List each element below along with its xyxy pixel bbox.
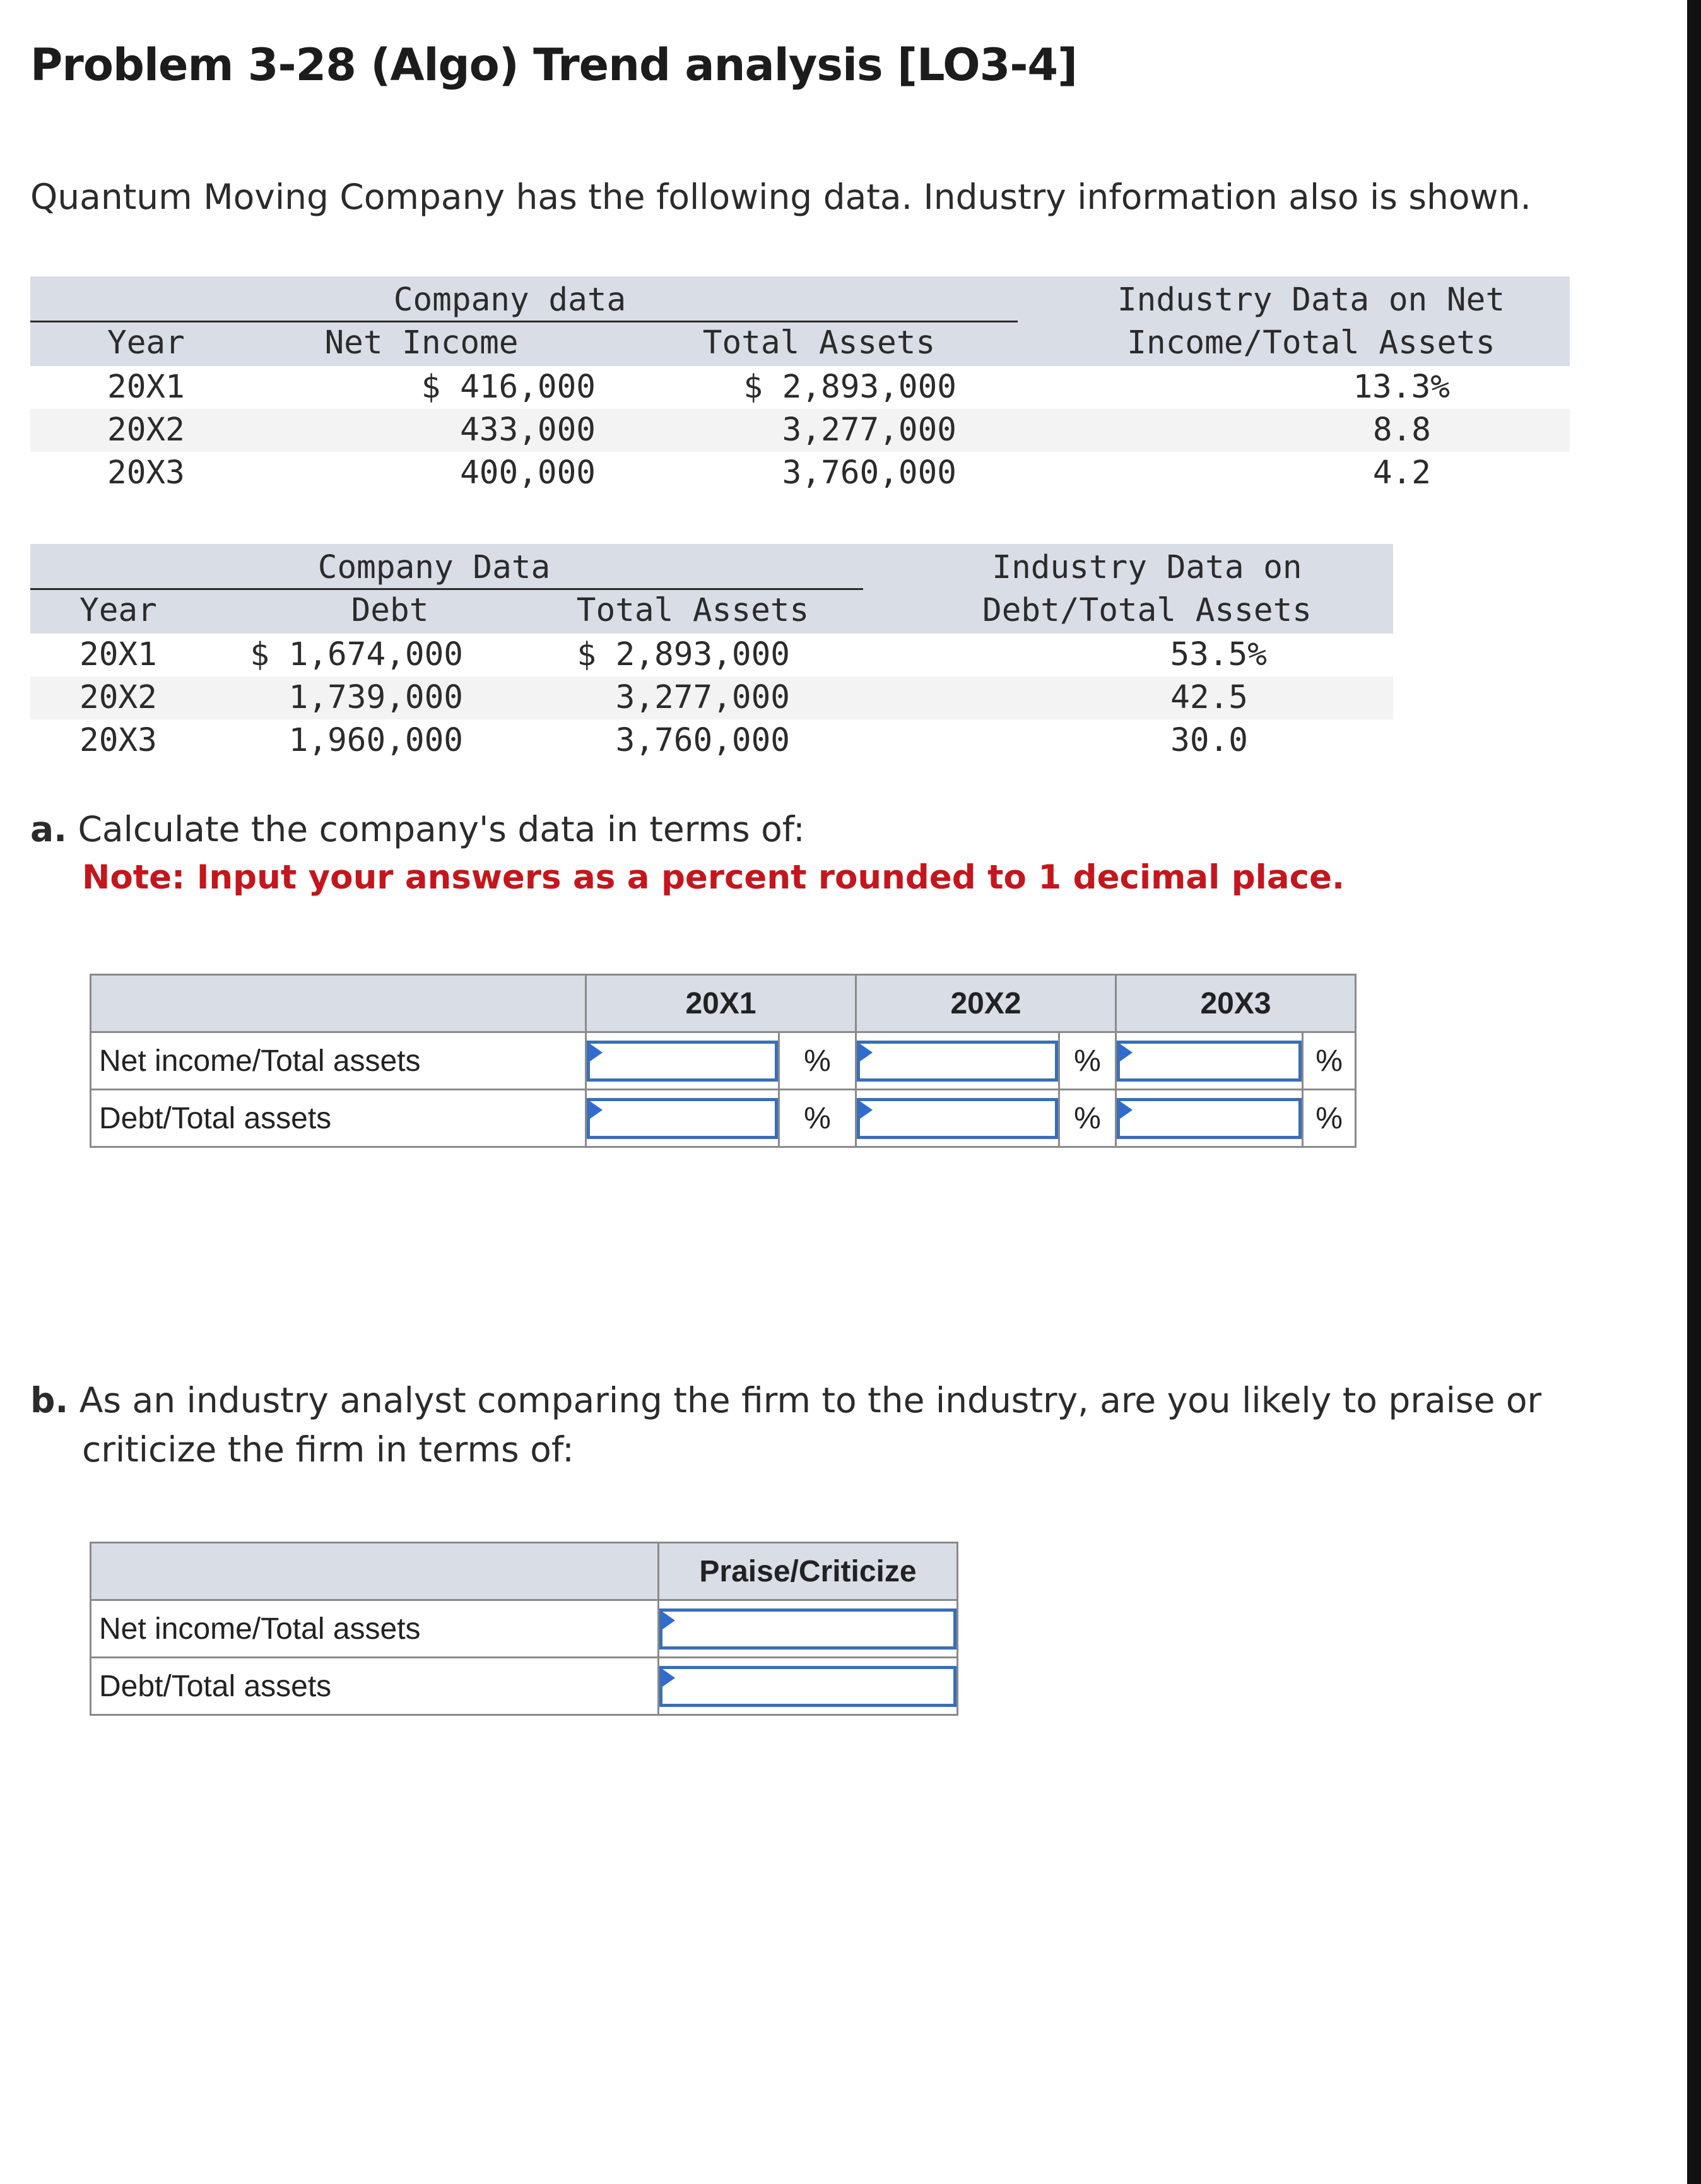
percent-unit: % bbox=[1059, 1090, 1116, 1147]
intro-text: Quantum Moving Company has the following data. Industry information also is shown. bbox=[30, 177, 1531, 217]
col-20x1: 20X1 bbox=[586, 975, 856, 1032]
debt-ratio-20x1-input[interactable] bbox=[590, 1101, 775, 1135]
debt-data-table bbox=[30, 544, 1393, 758]
percent-unit: % bbox=[779, 1032, 856, 1090]
net-income-ratio-20x1-input[interactable] bbox=[590, 1044, 775, 1078]
part-b-letter: b. bbox=[30, 1380, 69, 1420]
row-label-net-income-total-assets: Net income/Total assets bbox=[91, 1600, 659, 1658]
company-data-header: Company data bbox=[393, 281, 627, 319]
debt-praise-criticize-select[interactable] bbox=[662, 1669, 953, 1703]
part-a-letter: a. bbox=[30, 809, 68, 849]
input-marker-icon bbox=[590, 1101, 603, 1119]
input-marker-icon bbox=[860, 1101, 873, 1119]
industry-header-line1: Industry Data on bbox=[992, 549, 1302, 586]
scrollbar[interactable] bbox=[1687, 0, 1701, 2184]
page-title: Problem 3-28 (Algo) Trend analysis [LO3-4] bbox=[30, 39, 1078, 91]
year-cell: 20X3 bbox=[79, 722, 157, 759]
part-b-prompt bbox=[30, 1376, 1645, 1474]
net-income-cell: 400,000 bbox=[460, 454, 596, 492]
industry-header-line2: Debt/Total Assets bbox=[982, 592, 1312, 629]
total-assets-cell: 3,760,000 bbox=[782, 454, 956, 492]
total-assets-cell: 3,760,000 bbox=[615, 722, 790, 759]
col-20x2: 20X2 bbox=[856, 975, 1116, 1032]
debt-ratio-20x2-input[interactable] bbox=[860, 1101, 1055, 1135]
debt-cell: $ 1,674,000 bbox=[250, 636, 463, 673]
year-header: Year bbox=[107, 324, 185, 362]
debt-cell: 1,960,000 bbox=[288, 722, 463, 759]
percent-unit: % bbox=[779, 1090, 856, 1147]
net-income-header: Net Income bbox=[324, 324, 519, 362]
row-label-debt-total-assets: Debt/Total assets bbox=[91, 1090, 586, 1147]
company-data-header: Company Data bbox=[317, 549, 551, 586]
rounding-note: Note: Input your answers as a percent rounded to 1 decimal place. bbox=[82, 858, 1345, 897]
input-marker-icon bbox=[860, 1044, 873, 1061]
industry-header-line1: Industry Data on Net bbox=[1117, 281, 1505, 319]
part-a-text: Calculate the company's data in terms of: bbox=[78, 809, 805, 849]
net-income-cell: 433,000 bbox=[460, 411, 596, 449]
year-cell: 20X2 bbox=[79, 679, 157, 716]
total-assets-cell: 3,277,000 bbox=[615, 679, 790, 716]
total-assets-cell: $ 2,893,000 bbox=[577, 636, 790, 673]
percent-unit: % bbox=[1059, 1032, 1116, 1090]
net-income-ratio-20x2-input[interactable] bbox=[860, 1044, 1055, 1078]
dropdown-marker-icon bbox=[662, 1669, 675, 1687]
input-marker-icon bbox=[1120, 1044, 1133, 1061]
net-income-praise-criticize-select[interactable] bbox=[662, 1612, 953, 1646]
industry-ratio-cell: 4.2 bbox=[1372, 454, 1431, 492]
year-cell: 20X1 bbox=[107, 369, 185, 406]
year-cell: 20X1 bbox=[79, 636, 157, 673]
net-income-data-table bbox=[30, 276, 1570, 491]
part-b-text-line2: criticize the firm in terms of: bbox=[82, 1429, 574, 1470]
part-a-prompt bbox=[30, 809, 805, 849]
total-assets-cell: 3,277,000 bbox=[782, 411, 956, 449]
percent-unit: % bbox=[1303, 1032, 1356, 1090]
year-header: Year bbox=[79, 592, 157, 629]
percent-unit: % bbox=[1303, 1090, 1356, 1147]
part-a-answer-table bbox=[90, 974, 1357, 1148]
total-assets-header: Total Assets bbox=[576, 592, 809, 629]
industry-header-line2: Income/Total Assets bbox=[1127, 324, 1495, 362]
year-cell: 20X3 bbox=[107, 454, 185, 492]
industry-ratio-cell: 53.5% bbox=[1170, 636, 1267, 673]
part-b-answer-table bbox=[90, 1542, 958, 1716]
debt-header: Debt bbox=[351, 592, 429, 629]
industry-ratio-cell: 30.0 bbox=[1170, 722, 1248, 759]
industry-ratio-cell: 42.5 bbox=[1170, 679, 1248, 716]
debt-cell: 1,739,000 bbox=[288, 679, 463, 716]
col-20x3: 20X3 bbox=[1116, 975, 1356, 1032]
net-income-cell: $ 416,000 bbox=[421, 369, 596, 406]
praise-criticize-header: Praise/Criticize bbox=[659, 1543, 958, 1600]
part-b-text-line1: As an industry analyst comparing the firm to the industry, are you likely to praise or bbox=[79, 1380, 1542, 1420]
row-label-debt-total-assets: Debt/Total assets bbox=[91, 1658, 659, 1715]
row-label-net-income-total-assets: Net income/Total assets bbox=[91, 1032, 586, 1090]
year-cell: 20X2 bbox=[107, 411, 185, 449]
industry-ratio-cell: 13.3% bbox=[1353, 369, 1450, 406]
input-marker-icon bbox=[1120, 1101, 1133, 1119]
dropdown-marker-icon bbox=[662, 1612, 675, 1629]
total-assets-cell: $ 2,893,000 bbox=[743, 369, 956, 406]
net-income-ratio-20x3-input[interactable] bbox=[1120, 1044, 1298, 1078]
input-marker-icon bbox=[590, 1044, 603, 1061]
debt-ratio-20x3-input[interactable] bbox=[1120, 1101, 1298, 1135]
industry-ratio-cell: 8.8 bbox=[1372, 411, 1431, 449]
total-assets-header: Total Assets bbox=[702, 324, 936, 362]
